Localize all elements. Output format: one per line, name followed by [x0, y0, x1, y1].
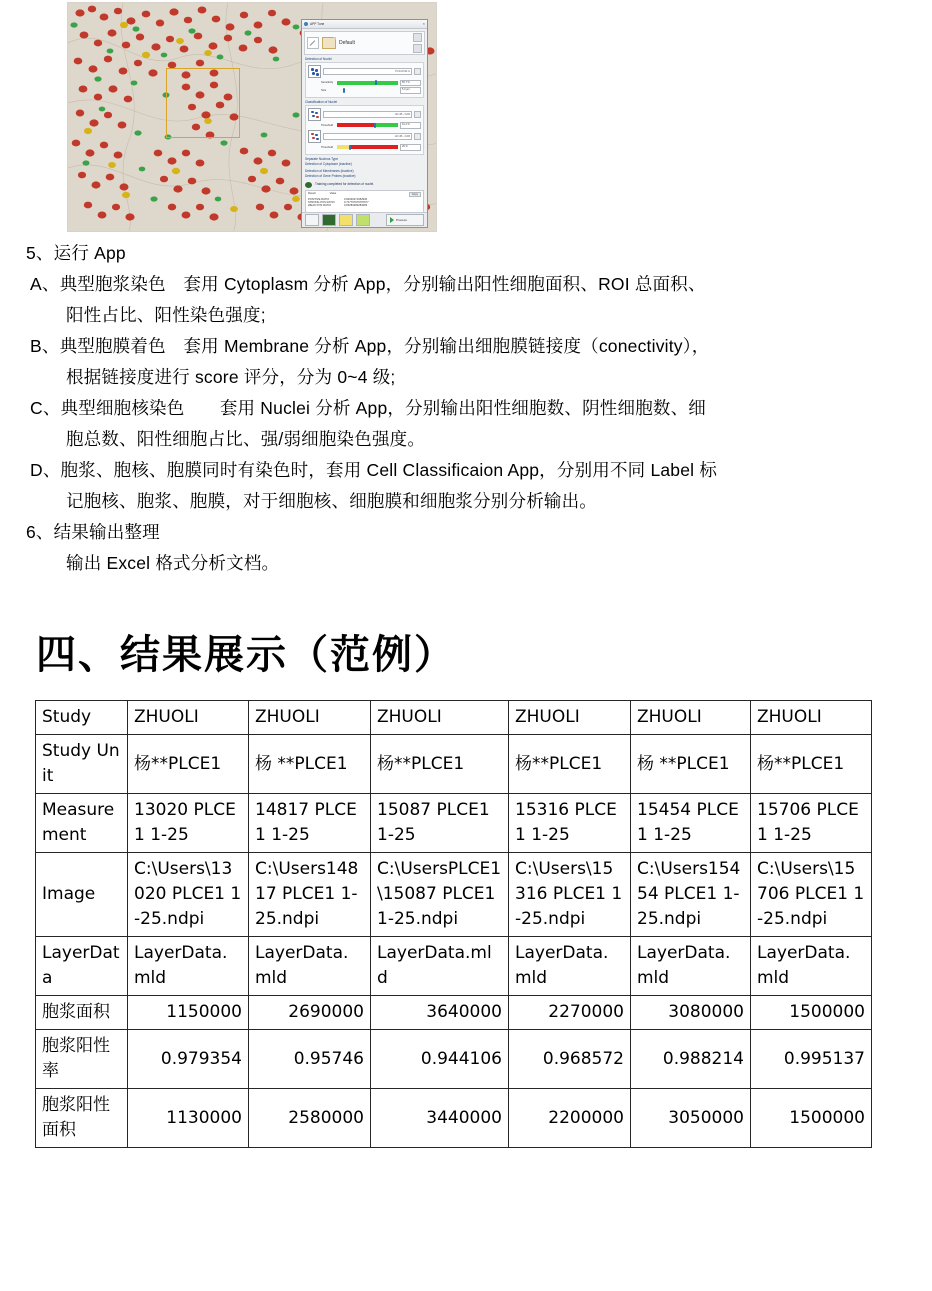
list-text-6-sub: 输出 Excel 格式分析文档。: [66, 553, 280, 573]
result-name: POSITIVE RATIO: [308, 197, 330, 201]
row-header: 胞浆阳性率: [36, 1030, 128, 1089]
table-cell: LayerData.mld: [128, 937, 249, 996]
preset-buttons[interactable]: [413, 33, 422, 53]
list-text-5d-line1: 胞浆、胞核、胞膜同时有染色时，套用 Cell Classificaion App，分别用不同 Label 标: [60, 460, 718, 480]
table-cell: ZHUOLI: [128, 701, 249, 735]
row-header: 胞浆阳性面积: [36, 1089, 128, 1148]
training-note-row: [305, 182, 424, 188]
section-detection-of-gene-probes[interactable]: Detection of Gene Probes (inactive): [305, 173, 356, 178]
table-row: [36, 735, 872, 794]
list-item-5a-cont: [0, 300, 932, 331]
list-text-5a-line2: 阳性占比、阳性染色强度;: [66, 305, 266, 325]
nuclei-dots-icon: [308, 65, 321, 78]
table-cell: C:\Users\13020 PLCE1 1-25.ndpi: [128, 853, 249, 937]
classification-dots-icon-2: [308, 130, 321, 143]
list-marker-5b: B、: [30, 336, 60, 356]
section-detection-of-cytoplasm[interactable]: Detection of Cytoplasm (inactive): [305, 161, 352, 166]
process-label: Process: [396, 218, 407, 222]
class-channel-pick-icon-2[interactable]: [414, 133, 421, 140]
table-cell: ZHUOLI: [631, 701, 751, 735]
class-channel-pick-icon-1[interactable]: [414, 111, 421, 118]
table-row: [36, 1089, 872, 1148]
table-cell: 杨**PLCE1: [751, 735, 872, 794]
copy-button[interactable]: Copy: [409, 192, 421, 197]
list-item-5: [0, 238, 932, 269]
result-name: STRONG POS RATIO: [308, 200, 335, 204]
list-marker-5c: C、: [30, 398, 61, 418]
table-cell: 杨 **PLCE1: [249, 735, 371, 794]
list-item-5c-cont: [0, 424, 932, 455]
nuclei-channel-row[interactable]: [308, 65, 421, 78]
table-cell: 2270000: [509, 996, 631, 1030]
table-cell: 0.979354: [128, 1030, 249, 1089]
size-slider[interactable]: [337, 88, 398, 92]
export-preset-icon[interactable]: [413, 44, 422, 53]
results-table-body: [36, 701, 872, 1148]
class-channel-select-2[interactable]: HD dB - DAB: [323, 133, 412, 140]
graduation-cap-button[interactable]: [322, 214, 336, 226]
table-cell: 杨**PLCE1: [509, 735, 631, 794]
table-cell: LayerData.mld: [509, 937, 631, 996]
list-item-5b-cont: [0, 362, 932, 393]
nuclei-channel-select[interactable]: PCD-RGB-G: [323, 68, 412, 75]
table-cell: ZHUOLI: [509, 701, 631, 735]
preset-bar[interactable]: [304, 31, 425, 55]
table-cell: 3050000: [631, 1089, 751, 1148]
list-item-6-sub: [0, 548, 932, 579]
table-cell: 0.95746: [249, 1030, 371, 1089]
process-button[interactable]: [386, 214, 424, 226]
table-cell: 0.995137: [751, 1030, 872, 1089]
result-value: 0.82630271952936: [344, 197, 368, 201]
section-detection-of-nuclei[interactable]: Detection of Nuclei: [305, 57, 332, 61]
class-channel-row-1[interactable]: [308, 108, 421, 121]
table-cell: 15706 PLCE1 1-25: [751, 794, 872, 853]
table-cell: C:\Users14817 PLCE1 1-25.ndpi: [249, 853, 371, 937]
table-cell: 15087 PLCE1 1-25: [371, 794, 509, 853]
table-cell: 杨**PLCE1: [371, 735, 509, 794]
table-cell: LayerData.mld: [631, 937, 751, 996]
yellow-marker-icon[interactable]: [339, 214, 353, 226]
list-marker-5a: A、: [30, 274, 60, 294]
table-cell: 15454 PLCE1 1-25: [631, 794, 751, 853]
result-value: 0.747767676767677: [344, 200, 369, 204]
list-text-5c-line2: 胞总数、阳性细胞占比、强/弱细胞染色强度。: [66, 429, 426, 449]
sensitivity-slider[interactable]: [337, 81, 398, 85]
results-header-row: [308, 192, 421, 197]
nuclei-channel-pick-icon[interactable]: [414, 68, 421, 75]
row-header: 胞浆面积: [36, 996, 128, 1030]
table-cell: 1130000: [128, 1089, 249, 1148]
app-tune-dialog[interactable]: [301, 19, 428, 228]
threshold-slider-2[interactable]: [337, 145, 398, 149]
table-cell: C:\Users\15706 PLCE1 1-25.ndpi: [751, 853, 872, 937]
table-cell: C:\Users15454 PLCE1 1-25.ndpi: [631, 853, 751, 937]
threshold-value-2: 29 %: [400, 144, 421, 151]
table-cell: ZHUOLI: [751, 701, 872, 735]
page-title: 四、结果展示（范例）: [36, 633, 456, 677]
list-item-5d-cont: [0, 486, 932, 517]
sensitivity-value: 55.7 %: [400, 80, 421, 87]
row-header: Study: [36, 701, 128, 735]
graduation-cap-icon: [305, 182, 312, 188]
class-channel-row-2[interactable]: [308, 130, 421, 143]
table-cell: C:\UsersPLCE1\15087 PLCE1 1-25.ndpi: [371, 853, 509, 937]
document-body: [0, 238, 932, 679]
table-cell: 1500000: [751, 1089, 872, 1148]
software-screenshot-figure: [67, 2, 437, 232]
table-cell: 0.944106: [371, 1030, 509, 1089]
list-text-5b-line1: 典型胞膜着色 套用 Membrane 分析 App，分别输出细胞膜链接度（conectivity），: [59, 336, 710, 356]
folder-icon[interactable]: [322, 37, 336, 49]
results-col-value: Value: [329, 191, 337, 195]
results-table-wrapper: [35, 700, 871, 1148]
list-item-5b: [0, 331, 932, 362]
table-cell: 3440000: [371, 1089, 509, 1148]
classification-panel: [305, 105, 424, 155]
table-cell: 0.988214: [631, 1030, 751, 1089]
list-text-5c-line1: 典型细胞核染色 套用 Nuclei 分析 App，分别输出阳性细胞数、阴性细胞数、细: [60, 398, 706, 418]
green-marker-icon[interactable]: [356, 214, 370, 226]
list-marker-5: 5、: [26, 243, 54, 263]
row-header: Study Unit: [36, 735, 128, 794]
result-row: [308, 204, 421, 207]
row-header: Measurement: [36, 794, 128, 853]
threshold-label-1: Threshold: [321, 123, 333, 127]
table-cell: 1500000: [751, 996, 872, 1030]
sensitivity-label: Sensitivity: [321, 81, 334, 85]
pen-icon[interactable]: [307, 37, 319, 49]
table-cell: LayerData.mld: [249, 937, 371, 996]
table-cell: ZHUOLI: [371, 701, 509, 735]
table-cell: 1150000: [128, 996, 249, 1030]
list-item-5a: [0, 269, 932, 300]
save-preset-icon[interactable]: [413, 33, 422, 42]
table-row: [36, 853, 872, 937]
play-icon: [390, 217, 394, 223]
training-note: Training completed for detection of nuclei.: [315, 182, 375, 187]
results-col-result: Result: [308, 191, 316, 195]
results-table: [35, 700, 872, 1148]
section-separate-nucleus-type[interactable]: Separate Nucleus Type: [305, 156, 339, 161]
list-item-6: [0, 517, 932, 548]
table-cell: LayerData.mld: [751, 937, 872, 996]
table-cell: 杨**PLCE1: [128, 735, 249, 794]
list-text-6: 结果输出整理: [53, 522, 160, 542]
table-row: [36, 1030, 872, 1089]
roi-selection-box[interactable]: [166, 68, 240, 138]
size-label: Size: [321, 88, 327, 92]
threshold-row-1[interactable]: [321, 122, 421, 129]
threshold-slider-1[interactable]: [337, 123, 398, 127]
dialog-title: APP Tune: [310, 22, 325, 26]
table-row: [36, 996, 872, 1030]
table-cell: 2690000: [249, 996, 371, 1030]
size-row[interactable]: [321, 87, 421, 94]
list-item-5c: [0, 393, 932, 424]
size-value: 5.3 µm: [400, 87, 421, 94]
table-row: [36, 701, 872, 735]
table-cell: ZHUOLI: [249, 701, 371, 735]
classification-dots-icon: [308, 108, 321, 121]
table-cell: 2200000: [509, 1089, 631, 1148]
table-cell: 0.968572: [509, 1030, 631, 1089]
table-cell: 15316 PLCE1 1-25: [509, 794, 631, 853]
list-marker-6: 6、: [26, 522, 54, 542]
table-cell: 3640000: [371, 996, 509, 1030]
table-cell: 杨 **PLCE1: [631, 735, 751, 794]
table-cell: 3080000: [631, 996, 751, 1030]
list-item-5d: [0, 455, 932, 486]
threshold-label-2: Threshold: [321, 145, 333, 149]
list-text-5b-line2: 根据链接度进行 score 评分，分为 0~4 级;: [66, 367, 396, 387]
threshold-value-1: 61.4 %: [400, 122, 421, 129]
close-icon[interactable]: ×: [422, 21, 425, 26]
table-cell: C:\Users\15316 PLCE1 1-25.ndpi: [509, 853, 631, 937]
list-text-5a-line1: 典型胞浆染色 套用 Cytoplasm 分析 App，分别输出阳性细胞面积、ROI 总面积、: [59, 274, 706, 294]
table-row: [36, 937, 872, 996]
preset-name: Default: [339, 40, 355, 46]
train-icon[interactable]: [305, 214, 319, 226]
app-icon: [304, 22, 308, 26]
table-cell: 2580000: [249, 1089, 371, 1148]
table-cell: LayerData.mld: [371, 937, 509, 996]
dialog-titlebar[interactable]: [302, 20, 427, 29]
list-marker-5d: D、: [30, 460, 61, 480]
result-value: 0.83283283283283: [344, 203, 368, 207]
sensitivity-row[interactable]: [321, 80, 421, 87]
nuclei-panel: [305, 62, 424, 98]
table-cell: 13020 PLCE1 1-25: [128, 794, 249, 853]
list-text-5: 运行 App: [53, 243, 126, 263]
result-name: WEAK POS RATIO: [308, 203, 332, 207]
section-classification-of-nuclei[interactable]: Classification of Nuclei: [305, 99, 338, 104]
list-text-5d-line2: 记胞核、胞浆、胞膜，对于细胞核、细胞膜和细胞浆分别分析输出。: [66, 491, 597, 511]
row-header: LayerData: [36, 937, 128, 996]
dialog-footer[interactable]: [302, 212, 427, 227]
table-cell: 14817 PLCE1 1-25: [249, 794, 371, 853]
threshold-row-2[interactable]: [321, 144, 421, 151]
section-detection-of-membranes[interactable]: Detection of Membranes (inactive): [305, 168, 354, 173]
table-row: [36, 794, 872, 853]
row-header: Image: [36, 853, 128, 937]
class-channel-select-1[interactable]: HD dB - DAB: [323, 111, 412, 118]
